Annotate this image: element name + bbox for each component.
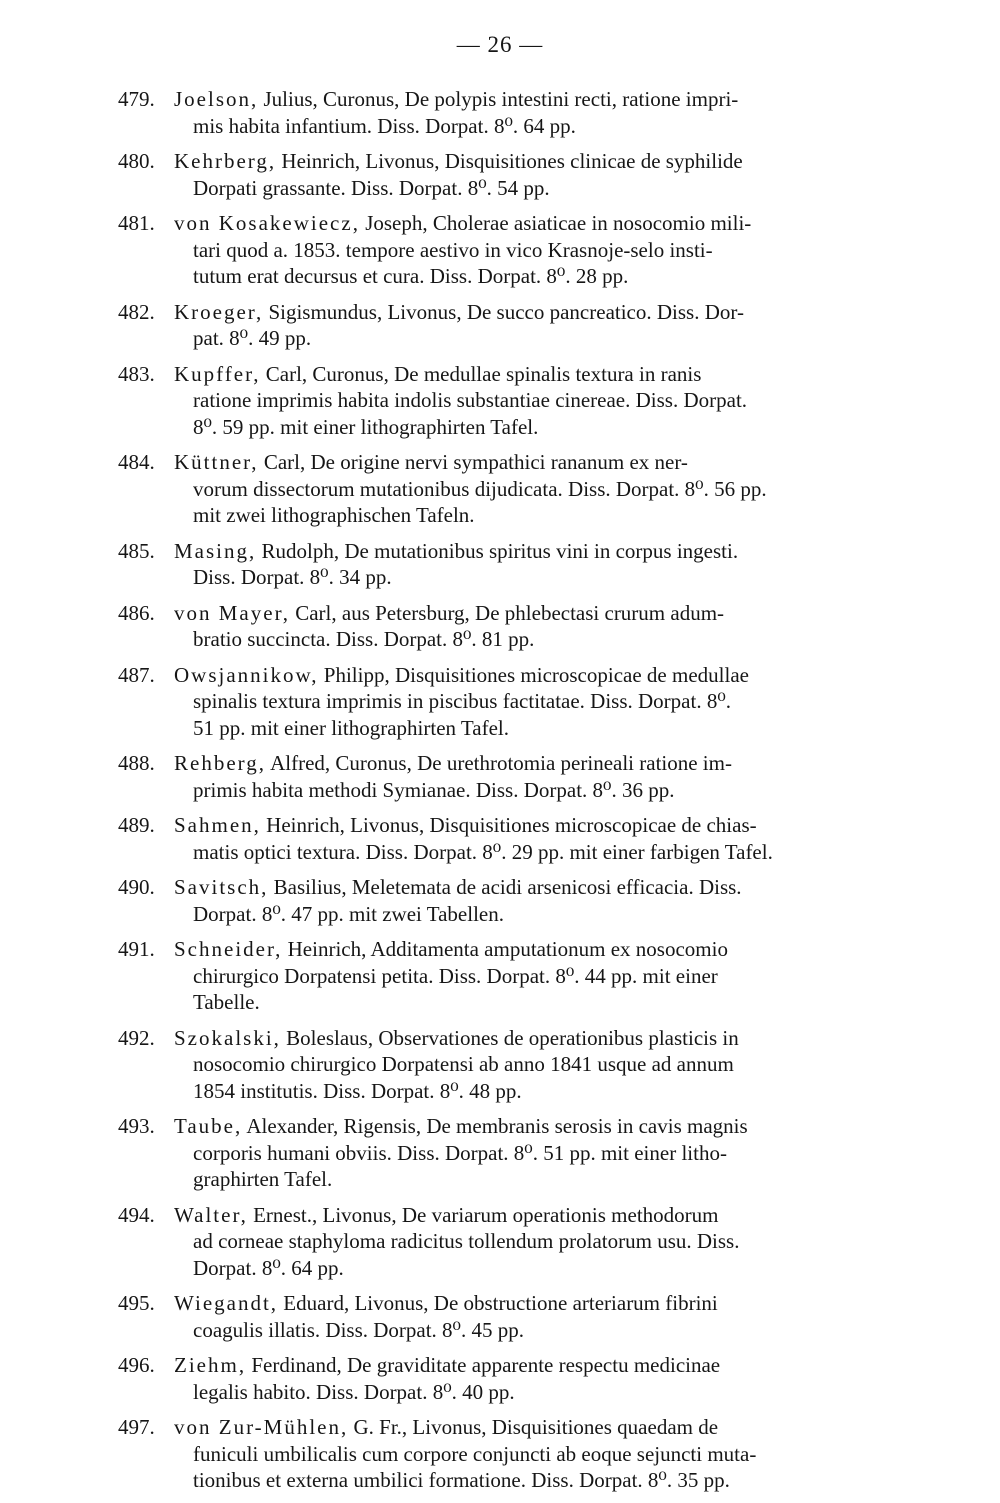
entry-line-text: Ferdinand, De graviditate apparente respectu medicinae [251, 1353, 721, 1377]
entry-line-text: Sigismundus, Livonus, De succo pancreatico. Diss. Dor- [268, 299, 744, 324]
entry-number: 492. [118, 1025, 155, 1050]
list-item [0, 538, 1000, 591]
entry-line-text: Julius, Curonus, De polypis intestini recti, ratione impri- [263, 87, 739, 111]
entry-text [174, 936, 883, 1016]
author-name: Joelson, [174, 87, 259, 111]
entry-first-line [174, 1113, 883, 1140]
entry-number: 496. [118, 1353, 155, 1377]
entry-line-text: Carl, aus Petersburg, De phlebectasi crurum adum- [295, 600, 725, 625]
entry-number: 482. [118, 299, 155, 324]
entry-text [174, 299, 883, 352]
author-name: Kupffer, [174, 361, 261, 386]
entry-number: 489. [118, 813, 155, 837]
entry-line-text: Rudolph, De mutationibus spiritus vini in corpus ingesti. [261, 538, 739, 563]
entry-line: bratio succincta. Diss. Dorpat. 8⁰. 81 pp. [193, 627, 535, 651]
entry-number: 479. [118, 87, 155, 111]
list-item [0, 210, 1000, 290]
entry-line: Diss. Dorpat. 8⁰. 34 pp. [193, 565, 392, 589]
author-name: Sahmen, [174, 813, 261, 837]
entry-first-line [174, 874, 883, 901]
entry-text [174, 1290, 883, 1343]
entry-line-text: Philipp, Disquisitiones microscopicae de medullae [323, 662, 749, 687]
entry-line-text: Carl, De origine nervi sympathici rananum ex ner- [263, 450, 688, 474]
entry-first-line [174, 538, 883, 565]
entry-line-text: Alfred, Curonus, De urethrotomia perineali ratione im- [270, 751, 732, 775]
entry-number: 485. [118, 538, 155, 563]
entry-line: tionibus et externa umbilici formatione. Diss. Dorpat. 8⁰. 35 pp. [193, 1468, 730, 1492]
entry-number: 493. [118, 1114, 155, 1138]
entry-number: 491. [118, 937, 155, 961]
entry-first-line [174, 812, 883, 839]
entry-line-text: G. Fr., Livonus, Disquisitiones quaedam de [353, 1415, 719, 1439]
list-item [0, 299, 1000, 352]
entry-line: graphirten Tafel. [193, 1167, 333, 1191]
entry-text [174, 86, 883, 139]
entry-text [174, 1025, 883, 1105]
list-item [0, 1202, 1000, 1282]
list-item [0, 1113, 1000, 1193]
entry-line: ad corneae staphyloma radicitus tollendum prolatorum usu. Diss. [193, 1229, 740, 1253]
entry-first-line [174, 1352, 883, 1379]
entry-line-text: Eduard, Livonus, De obstructione arteriarum fibrini [283, 1291, 718, 1315]
entry-first-line [174, 1414, 883, 1441]
entry-first-line [174, 662, 883, 689]
entry-number: 488. [118, 751, 155, 775]
list-item [0, 148, 1000, 201]
entry-line-text: Joseph, Cholerae asiaticae in nosocomio mili- [365, 211, 752, 235]
list-item [0, 1414, 1000, 1494]
entry-line: vorum dissectorum mutationibus dijudicata. Diss. Dorpat. 8⁰. 56 pp. [193, 476, 767, 501]
entry-number: 494. [118, 1202, 155, 1227]
entry-line: 8⁰. 59 pp. mit einer lithographirten Tafel. [193, 414, 539, 439]
entry-line: ratione imprimis habita indolis substantiae cinereae. Diss. Dorpat. [193, 388, 748, 412]
entry-text [174, 600, 883, 653]
entry-first-line [174, 600, 883, 627]
entry-text [174, 1113, 883, 1193]
entry-first-line [174, 86, 883, 113]
author-name: von Zur-Mühlen, [174, 1415, 349, 1439]
entry-line: 1854 institutis. Diss. Dorpat. 8⁰. 48 pp. [193, 1078, 522, 1103]
entry-text [174, 1414, 883, 1494]
author-name: Ziehm, [174, 1353, 247, 1377]
author-name: von Mayer, [174, 600, 290, 625]
entry-text [174, 812, 883, 865]
entry-line: Dorpat. 8⁰. 47 pp. mit zwei Tabellen. [193, 901, 504, 926]
list-item [0, 812, 1000, 865]
entry-line: legalis habito. Diss. Dorpat. 8⁰. 40 pp. [193, 1379, 515, 1404]
entry-first-line [174, 361, 883, 388]
entry-text [174, 874, 883, 927]
entry-line-text: Heinrich, Livonus, Disquisitiones clinicae de syphilide [281, 149, 743, 173]
entry-text [174, 1202, 883, 1282]
entry-line: funiculi umbilicalis cum corpore conjuncti ab eoque sejuncti muta- [193, 1441, 757, 1466]
entry-number: 497. [118, 1415, 155, 1439]
entry-number: 486. [118, 600, 155, 625]
author-name: Owsjannikow, [174, 662, 319, 687]
page-number: — 26 — [456, 32, 544, 57]
list-item [0, 600, 1000, 653]
entry-first-line [174, 210, 883, 237]
entry-first-line [174, 449, 883, 476]
list-item [0, 86, 1000, 139]
list-item [0, 1025, 1000, 1105]
entry-text [174, 750, 883, 803]
entry-line-text: Boleslaus, Observationes de operationibus plasticis in [286, 1025, 739, 1050]
entry-text [174, 148, 883, 201]
list-item [0, 361, 1000, 441]
author-name: von Kosakewiecz, [174, 211, 360, 235]
list-item [0, 1290, 1000, 1343]
entry-line-text: Alexander, Rigensis, De membranis serosis in cavis magnis [246, 1114, 748, 1138]
entry-number: 495. [118, 1291, 155, 1315]
entry-line-text: Heinrich, Additamenta amputationum ex nosocomio [287, 937, 728, 961]
entry-text [174, 538, 883, 591]
entry-first-line [174, 936, 883, 963]
entry-line-text: Basilius, Meletemata de acidi arsenicosi efficacia. Diss. [273, 875, 742, 899]
list-item [0, 936, 1000, 1016]
entry-line: chirurgico Dorpatensi petita. Diss. Dorpat. 8⁰. 44 pp. mit einer [193, 963, 718, 988]
entry-first-line [174, 299, 883, 326]
list-item [0, 662, 1000, 742]
entry-line: nosocomio chirurgico Dorpatensi ab anno 1841 usque ad annum [193, 1052, 734, 1076]
entry-line: spinalis textura imprimis in piscibus factitatae. Diss. Dorpat. 8⁰. [193, 689, 731, 713]
entry-line: pat. 8⁰. 49 pp. [193, 326, 312, 350]
entry-number: 481. [118, 211, 155, 235]
author-name: Savitsch, [174, 875, 269, 899]
author-name: Walter, [174, 1202, 248, 1227]
entry-number: 480. [118, 149, 155, 173]
entry-line: Dorpat. 8⁰. 64 pp. [193, 1255, 344, 1280]
entry-line-text: Ernest., Livonus, De variarum operationis methodorum [253, 1202, 719, 1227]
entry-line: corporis humani obviis. Diss. Dorpat. 8⁰. 51 pp. mit einer litho- [193, 1140, 727, 1165]
author-name: Kehrberg, [174, 149, 277, 173]
entry-line-text: Carl, Curonus, De medullae spinalis textura in ranis [265, 361, 702, 386]
entry-text [174, 210, 883, 290]
entry-first-line [174, 750, 883, 777]
entry-number: 483. [118, 361, 155, 386]
author-name: Küttner, [174, 450, 259, 474]
entry-line: tari quod a. 1853. tempore aestivo in vico Krasnoje-selo insti- [193, 237, 713, 262]
entry-line: mis habita infantium. Diss. Dorpat. 8⁰. 64 pp. [193, 113, 576, 138]
author-name: Schneider, [174, 937, 283, 961]
entry-line: coagulis illatis. Diss. Dorpat. 8⁰. 45 pp. [193, 1317, 524, 1342]
entry-line: Dorpati grassante. Diss. Dorpat. 8⁰. 54 pp. [193, 175, 550, 200]
author-name: Wiegandt, [174, 1291, 279, 1315]
list-item [0, 1352, 1000, 1405]
entry-first-line [174, 1202, 883, 1229]
entry-line: mit zwei lithographischen Tafeln. [193, 503, 475, 527]
author-name: Masing, [174, 538, 257, 563]
entry-first-line [174, 1025, 883, 1052]
entry-number: 487. [118, 662, 155, 687]
list-item [0, 874, 1000, 927]
author-name: Kroeger, [174, 299, 264, 324]
entry-text [174, 449, 883, 529]
author-name: Taube, [174, 1114, 243, 1138]
entry-text [174, 361, 883, 441]
bibliography-list [0, 86, 1000, 1503]
author-name: Szokalski, [174, 1025, 281, 1050]
entry-text [174, 1352, 883, 1405]
list-item [0, 449, 1000, 529]
entry-number: 490. [118, 875, 155, 899]
entry-line: Tabelle. [193, 990, 260, 1014]
entry-line: primis habita methodi Symianae. Diss. Dorpat. 8⁰. 36 pp. [193, 777, 675, 802]
entry-first-line [174, 148, 883, 175]
entry-number: 484. [118, 450, 155, 474]
list-item [0, 750, 1000, 803]
entry-text [174, 662, 883, 742]
entry-line: tutum erat decursus et cura. Diss. Dorpat. 8⁰. 28 pp. [193, 264, 629, 288]
entry-first-line [174, 1290, 883, 1317]
entry-line: 51 pp. mit einer lithographirten Tafel. [193, 715, 509, 740]
author-name: Rehberg, [174, 751, 267, 775]
entry-line: matis optici textura. Diss. Dorpat. 8⁰. 29 pp. mit einer farbigen Tafel. [193, 839, 773, 864]
entry-line-text: Heinrich, Livonus, Disquisitiones microscopicae de chias- [266, 813, 757, 837]
